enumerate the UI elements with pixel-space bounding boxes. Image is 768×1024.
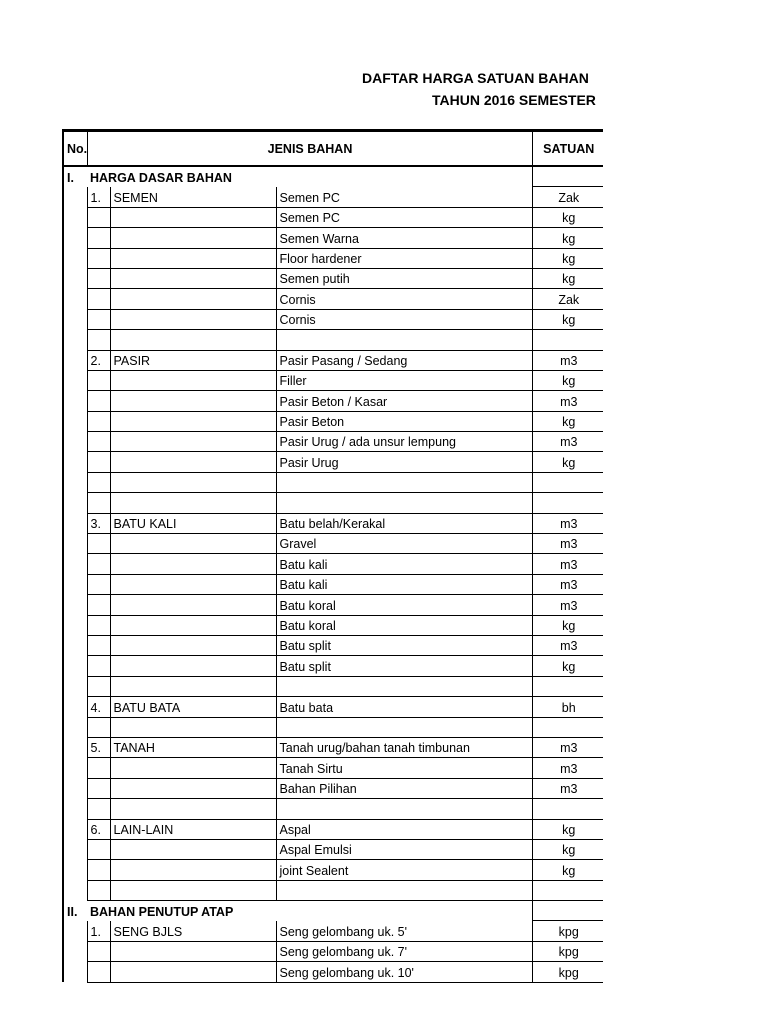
item-cell: Semen putih bbox=[276, 268, 532, 288]
item-cell: Pasir Beton / Kasar bbox=[276, 391, 532, 411]
item-cell: Seng gelombang uk. 10' bbox=[276, 962, 532, 982]
group-cell bbox=[110, 207, 276, 227]
group-cell bbox=[110, 656, 276, 676]
table-row bbox=[63, 635, 603, 655]
no-cell bbox=[63, 493, 87, 513]
unit-cell: kg bbox=[532, 309, 603, 329]
no-cell bbox=[63, 880, 87, 900]
no-cell bbox=[63, 207, 87, 227]
unit-cell: kg bbox=[532, 248, 603, 268]
table-row bbox=[63, 799, 603, 819]
group-cell bbox=[110, 452, 276, 472]
sub-number-cell bbox=[87, 676, 110, 696]
sub-number-cell bbox=[87, 289, 110, 309]
group-cell: PASIR bbox=[110, 350, 276, 370]
group-cell bbox=[110, 228, 276, 248]
sub-number-cell bbox=[87, 432, 110, 452]
no-cell bbox=[63, 758, 87, 778]
group-cell bbox=[110, 860, 276, 880]
item-cell: joint Sealent bbox=[276, 860, 532, 880]
sub-number-cell bbox=[87, 207, 110, 227]
unit-cell: m3 bbox=[532, 778, 603, 798]
group-cell bbox=[110, 635, 276, 655]
unit-cell: m3 bbox=[532, 758, 603, 778]
sub-number-cell bbox=[87, 962, 110, 982]
table-row bbox=[63, 676, 603, 696]
group-cell: BATU BATA bbox=[110, 697, 276, 717]
sub-number-cell bbox=[87, 309, 110, 329]
header-satuan: SATUAN bbox=[532, 131, 603, 167]
group-cell bbox=[110, 839, 276, 859]
no-cell bbox=[63, 248, 87, 268]
header-jenis-bahan: JENIS BAHAN bbox=[87, 131, 532, 167]
sub-number-cell: 1. bbox=[87, 187, 110, 207]
group-cell bbox=[110, 493, 276, 513]
sub-number-cell bbox=[87, 574, 110, 594]
item-cell bbox=[276, 799, 532, 819]
unit-cell: kg bbox=[532, 228, 603, 248]
table-row bbox=[63, 697, 603, 717]
table-row bbox=[63, 228, 603, 248]
table-row bbox=[63, 962, 603, 982]
item-cell: Batu koral bbox=[276, 615, 532, 635]
group-cell bbox=[110, 309, 276, 329]
table-row bbox=[63, 595, 603, 615]
table-row bbox=[63, 656, 603, 676]
unit-cell: kpg bbox=[532, 941, 603, 961]
no-cell bbox=[63, 268, 87, 288]
no-cell bbox=[63, 860, 87, 880]
no-cell bbox=[63, 472, 87, 492]
no-cell bbox=[63, 574, 87, 594]
sub-number-cell bbox=[87, 472, 110, 492]
group-cell bbox=[110, 717, 276, 737]
section-number: I. bbox=[63, 166, 87, 187]
no-cell bbox=[63, 432, 87, 452]
sub-number-cell bbox=[87, 330, 110, 350]
no-cell bbox=[63, 778, 87, 798]
no-cell bbox=[63, 839, 87, 859]
group-cell: BATU KALI bbox=[110, 513, 276, 533]
no-cell bbox=[63, 309, 87, 329]
sub-number-cell bbox=[87, 880, 110, 900]
sub-number-cell bbox=[87, 534, 110, 554]
item-cell bbox=[276, 330, 532, 350]
price-table bbox=[62, 129, 603, 983]
group-cell bbox=[110, 370, 276, 390]
unit-cell: m3 bbox=[532, 635, 603, 655]
no-cell bbox=[63, 350, 87, 370]
item-cell: Filler bbox=[276, 370, 532, 390]
item-cell: Pasir Urug bbox=[276, 452, 532, 472]
no-cell bbox=[63, 534, 87, 554]
sub-number-cell bbox=[87, 391, 110, 411]
table-row bbox=[63, 411, 603, 431]
sub-number-cell bbox=[87, 839, 110, 859]
section-row bbox=[63, 901, 603, 921]
table-row bbox=[63, 534, 603, 554]
unit-cell: m3 bbox=[532, 554, 603, 574]
table-row bbox=[63, 330, 603, 350]
item-cell: Tanah urug/bahan tanah timbunan bbox=[276, 737, 532, 757]
no-cell bbox=[63, 737, 87, 757]
group-cell bbox=[110, 962, 276, 982]
item-cell: Seng gelombang uk. 7' bbox=[276, 941, 532, 961]
table-row bbox=[63, 432, 603, 452]
document-title: DAFTAR HARGA SATUAN BAHAN bbox=[362, 70, 589, 86]
item-cell: Batu split bbox=[276, 635, 532, 655]
sub-number-cell bbox=[87, 554, 110, 574]
no-cell bbox=[63, 228, 87, 248]
unit-cell: m3 bbox=[532, 391, 603, 411]
item-cell: Batu split bbox=[276, 656, 532, 676]
item-cell: Batu kali bbox=[276, 554, 532, 574]
unit-cell: kg bbox=[532, 411, 603, 431]
item-cell: Semen Warna bbox=[276, 228, 532, 248]
no-cell bbox=[63, 370, 87, 390]
sub-number-cell bbox=[87, 799, 110, 819]
group-cell bbox=[110, 432, 276, 452]
unit-cell bbox=[532, 717, 603, 737]
no-cell bbox=[63, 615, 87, 635]
sub-number-cell: 6. bbox=[87, 819, 110, 839]
sub-number-cell bbox=[87, 635, 110, 655]
table-row bbox=[63, 493, 603, 513]
no-cell bbox=[63, 921, 87, 941]
item-cell bbox=[276, 880, 532, 900]
group-cell: SENG BJLS bbox=[110, 921, 276, 941]
group-cell bbox=[110, 676, 276, 696]
no-cell bbox=[63, 717, 87, 737]
no-cell bbox=[63, 676, 87, 696]
no-cell bbox=[63, 513, 87, 533]
sub-number-cell: 1. bbox=[87, 921, 110, 941]
group-cell bbox=[110, 799, 276, 819]
unit-cell: kg bbox=[532, 860, 603, 880]
no-cell bbox=[63, 962, 87, 982]
unit-cell: bh bbox=[532, 697, 603, 717]
item-cell bbox=[276, 717, 532, 737]
sub-number-cell bbox=[87, 493, 110, 513]
sub-number-cell bbox=[87, 268, 110, 288]
section-number: II. bbox=[63, 901, 87, 921]
group-cell bbox=[110, 411, 276, 431]
unit-cell: kg bbox=[532, 207, 603, 227]
unit-cell: kg bbox=[532, 268, 603, 288]
table-row bbox=[63, 289, 603, 309]
sub-number-cell bbox=[87, 370, 110, 390]
table-row bbox=[63, 941, 603, 961]
table-row bbox=[63, 554, 603, 574]
table-row bbox=[63, 472, 603, 492]
unit-cell: Zak bbox=[532, 289, 603, 309]
unit-cell: kg bbox=[532, 819, 603, 839]
sub-number-cell bbox=[87, 778, 110, 798]
item-cell: Cornis bbox=[276, 309, 532, 329]
item-cell: Cornis bbox=[276, 289, 532, 309]
group-cell: SEMEN bbox=[110, 187, 276, 207]
sub-number-cell bbox=[87, 758, 110, 778]
item-cell bbox=[276, 676, 532, 696]
no-cell bbox=[63, 819, 87, 839]
unit-cell: kg bbox=[532, 370, 603, 390]
unit-cell: m3 bbox=[532, 432, 603, 452]
item-cell: Batu bata bbox=[276, 697, 532, 717]
section-row bbox=[63, 166, 603, 187]
table-row bbox=[63, 207, 603, 227]
sub-number-cell bbox=[87, 941, 110, 961]
item-cell: Tanah Sirtu bbox=[276, 758, 532, 778]
table-row bbox=[63, 615, 603, 635]
item-cell: Aspal Emulsi bbox=[276, 839, 532, 859]
group-cell bbox=[110, 941, 276, 961]
table-row bbox=[63, 921, 603, 941]
item-cell: Pasir Urug / ada unsur lempung bbox=[276, 432, 532, 452]
table-row bbox=[63, 880, 603, 900]
no-cell bbox=[63, 941, 87, 961]
unit-cell bbox=[532, 901, 603, 921]
no-cell bbox=[63, 635, 87, 655]
sub-number-cell bbox=[87, 411, 110, 431]
table-row bbox=[63, 268, 603, 288]
item-cell: Pasir Pasang / Sedang bbox=[276, 350, 532, 370]
table-row bbox=[63, 574, 603, 594]
unit-cell: Zak bbox=[532, 187, 603, 207]
item-cell bbox=[276, 493, 532, 513]
group-cell bbox=[110, 472, 276, 492]
unit-cell: kg bbox=[532, 452, 603, 472]
group-cell bbox=[110, 289, 276, 309]
group-cell bbox=[110, 595, 276, 615]
section-label: BAHAN PENUTUP ATAP bbox=[90, 904, 234, 919]
table-row bbox=[63, 717, 603, 737]
unit-cell: m3 bbox=[532, 574, 603, 594]
group-cell bbox=[110, 615, 276, 635]
sub-number-cell: 5. bbox=[87, 737, 110, 757]
group-cell bbox=[110, 330, 276, 350]
item-cell bbox=[276, 472, 532, 492]
no-cell bbox=[63, 391, 87, 411]
item-cell: Pasir Beton bbox=[276, 411, 532, 431]
item-cell: Seng gelombang uk. 5' bbox=[276, 921, 532, 941]
table-body bbox=[63, 166, 603, 982]
unit-cell bbox=[532, 330, 603, 350]
sub-number-cell: 4. bbox=[87, 697, 110, 717]
unit-cell: kg bbox=[532, 656, 603, 676]
sub-number-cell bbox=[87, 452, 110, 472]
unit-cell: m3 bbox=[532, 350, 603, 370]
no-cell bbox=[63, 799, 87, 819]
group-cell bbox=[110, 758, 276, 778]
no-cell bbox=[63, 697, 87, 717]
unit-cell: m3 bbox=[532, 534, 603, 554]
sub-number-cell bbox=[87, 248, 110, 268]
group-cell bbox=[110, 268, 276, 288]
header-no: No. bbox=[63, 131, 87, 167]
no-cell bbox=[63, 330, 87, 350]
no-cell bbox=[63, 411, 87, 431]
sub-number-cell bbox=[87, 615, 110, 635]
sub-number-cell bbox=[87, 717, 110, 737]
unit-cell: m3 bbox=[532, 513, 603, 533]
section-label: HARGA DASAR BAHAN bbox=[90, 170, 232, 185]
group-cell bbox=[110, 534, 276, 554]
sub-number-cell bbox=[87, 860, 110, 880]
item-cell: Batu koral bbox=[276, 595, 532, 615]
unit-cell bbox=[532, 493, 603, 513]
table-row bbox=[63, 452, 603, 472]
table-row bbox=[63, 248, 603, 268]
price-table-container bbox=[62, 129, 603, 983]
sub-number-cell: 2. bbox=[87, 350, 110, 370]
item-cell: Floor hardener bbox=[276, 248, 532, 268]
sub-number-cell: 3. bbox=[87, 513, 110, 533]
table-row bbox=[63, 187, 603, 207]
unit-cell bbox=[532, 799, 603, 819]
table-row bbox=[63, 309, 603, 329]
item-cell: Batu belah/Kerakal bbox=[276, 513, 532, 533]
group-cell bbox=[110, 880, 276, 900]
item-cell: Semen PC bbox=[276, 207, 532, 227]
document-subtitle: TAHUN 2016 SEMESTER bbox=[432, 92, 596, 108]
unit-cell bbox=[532, 472, 603, 492]
table-row bbox=[63, 839, 603, 859]
table-row bbox=[63, 778, 603, 798]
sub-number-cell bbox=[87, 656, 110, 676]
table-row bbox=[63, 350, 603, 370]
table-header-row bbox=[63, 131, 603, 167]
no-cell bbox=[63, 595, 87, 615]
sub-number-cell bbox=[87, 595, 110, 615]
group-cell bbox=[110, 248, 276, 268]
unit-cell: m3 bbox=[532, 737, 603, 757]
unit-cell: kpg bbox=[532, 921, 603, 941]
table-row bbox=[63, 758, 603, 778]
item-cell: Semen PC bbox=[276, 187, 532, 207]
no-cell bbox=[63, 656, 87, 676]
item-cell: Batu kali bbox=[276, 574, 532, 594]
unit-cell: kg bbox=[532, 839, 603, 859]
no-cell bbox=[63, 187, 87, 207]
unit-cell bbox=[532, 880, 603, 900]
unit-cell: kpg bbox=[532, 962, 603, 982]
unit-cell: kg bbox=[532, 615, 603, 635]
table-row bbox=[63, 391, 603, 411]
table-row bbox=[63, 370, 603, 390]
group-cell bbox=[110, 574, 276, 594]
unit-cell bbox=[532, 166, 603, 187]
no-cell bbox=[63, 289, 87, 309]
item-cell: Gravel bbox=[276, 534, 532, 554]
no-cell bbox=[63, 554, 87, 574]
table-row bbox=[63, 737, 603, 757]
item-cell: Aspal bbox=[276, 819, 532, 839]
group-cell bbox=[110, 554, 276, 574]
no-cell bbox=[63, 452, 87, 472]
unit-cell bbox=[532, 676, 603, 696]
group-cell bbox=[110, 778, 276, 798]
group-cell: LAIN-LAIN bbox=[110, 819, 276, 839]
table-row bbox=[63, 860, 603, 880]
group-cell bbox=[110, 391, 276, 411]
table-row bbox=[63, 819, 603, 839]
table-row bbox=[63, 513, 603, 533]
sub-number-cell bbox=[87, 228, 110, 248]
item-cell: Bahan Pilihan bbox=[276, 778, 532, 798]
unit-cell: m3 bbox=[532, 595, 603, 615]
group-cell: TANAH bbox=[110, 737, 276, 757]
